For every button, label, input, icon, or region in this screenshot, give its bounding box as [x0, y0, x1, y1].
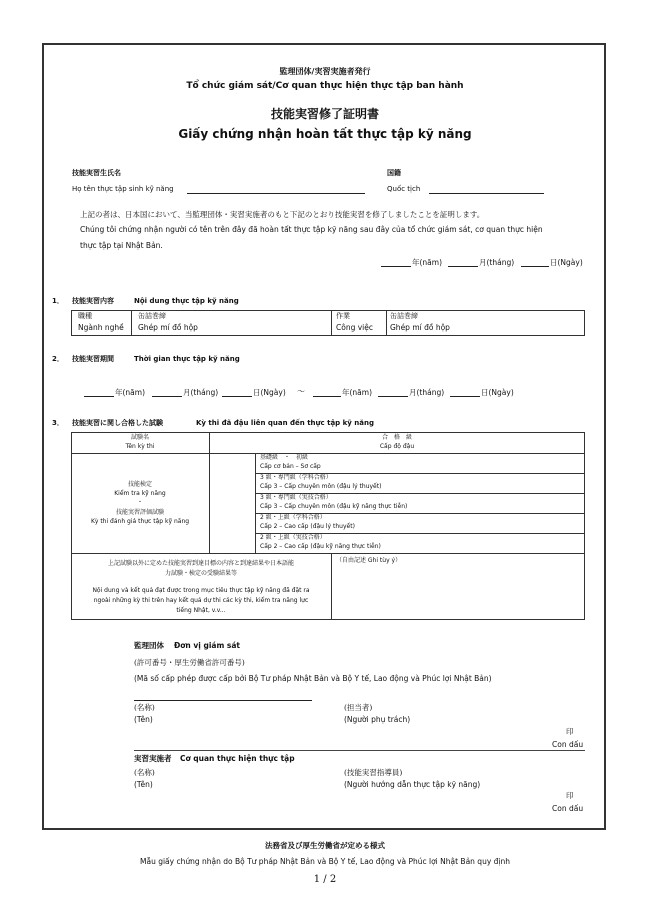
trainee-name-field [187, 193, 365, 194]
footer-vi: Mẫu giấy chứng nhận do Bộ Tư pháp Nhật Bản và Bộ Y tế, Lao động và Phúc lợi Nhật Bản quy định [140, 857, 510, 866]
supervisor-person-label-jp: (担当者) [344, 703, 373, 712]
level-2-vi: Cấp 3 – Cấp chuyên môn (đậu lý thuyết) [260, 483, 382, 490]
section2-title-jp: 技能実習期間 [72, 355, 114, 363]
end-day-label: 日(Ngày) [481, 388, 514, 397]
level-2-jp: 3 級・専門級（学科合格） [260, 474, 332, 481]
start-year-field [84, 396, 114, 397]
exam2-name-jp: 技能実習評価試験 [115, 509, 164, 516]
supervisor-title-jp: 監理団体 [134, 641, 164, 650]
implementer-guide-label-vi: (Người hướng dẫn thực tập kỹ năng) [344, 780, 481, 789]
exam1-name-vi: Kiểm tra kỹ năng [114, 490, 166, 497]
level-4-jp: 2 級・上級（学科合格） [260, 514, 326, 521]
period-tilde: ～ [297, 387, 305, 396]
supervisor-seal-jp: 印 [566, 727, 574, 736]
work-label-jp: 作業 [336, 312, 350, 320]
start-month-label: 月(tháng) [183, 388, 219, 397]
section1-title-vi: Nội dung thực tập kỹ năng [134, 297, 239, 305]
end-year-field [313, 396, 341, 397]
supervisor-license-jp: (許可番号・厚生労働省許可番号) [134, 658, 245, 667]
job-label-vi: Ngành nghề [78, 323, 124, 332]
exam-col2-header-jp: 合 格 級 [381, 434, 412, 441]
nationality-label-vi: Quốc tịch [387, 185, 421, 193]
statement-vi-line1: Chúng tôi chứng nhận người có tên trên đây đã hoàn tất thực tập kỹ năng sau đây của tổ chức giám sát, cơ quan thực hiện [80, 225, 543, 234]
end-day-field [450, 396, 480, 397]
level-3-vi: Cấp 3 – Cấp chuyên môn (đậu kỹ năng thực tiễn) [260, 503, 408, 510]
other-results-jp-line1: 上記試験以外に定めた技能実習到達目標の内容と到達結果や日本語能 [107, 560, 294, 567]
level-5-jp: 2 級・上級（実技合格） [260, 534, 326, 541]
other-results-vi-line1: Nội dung và kết quả đạt được trong mục tiêu thực tập kỹ năng đã đặt ra [92, 587, 310, 594]
implementer-seal-vi: Con dấu [552, 804, 584, 813]
start-month-field [152, 396, 182, 397]
job-label-jp: 職種 [78, 312, 92, 320]
nationality-field [429, 193, 544, 194]
issuer-vi: Tổ chức giám sát/Cơ quan thực hiện thực tập ban hành [186, 81, 464, 91]
supervisor-title-vi: Đơn vị giám sát [174, 641, 240, 650]
supervisor-name-label-vi: (Tên) [134, 715, 153, 724]
supervisor-seal-vi: Con dấu [552, 740, 584, 749]
start-day-label: 日(Ngày) [253, 388, 286, 397]
work-label-vi: Công việc [336, 323, 373, 332]
section2-number: 2． [52, 355, 64, 363]
supervisor-person-label-vi: (Người phụ trách) [344, 715, 411, 724]
exam1-name-jp: 技能検定 [127, 481, 152, 488]
trainee-name-label-vi: Họ tên thực tập sinh kỹ năng [72, 185, 174, 193]
free-description-label: （自由記述 Ghi tùy ý） [336, 557, 402, 564]
exam-separator: ・ [136, 499, 143, 506]
implementer-name-label-jp: (名称) [134, 768, 155, 777]
document-title-jp: 技能実習修了証明書 [270, 107, 379, 121]
issue-day-field [521, 266, 549, 267]
issue-year-field [381, 266, 411, 267]
job-value-vi: Ghép mí đồ hộp [138, 323, 198, 332]
implementer-title-vi: Cơ quan thực hiện thực tập [180, 754, 295, 763]
trainee-name-label-jp: 技能実習生氏名 [72, 169, 121, 177]
end-year-label: 年(năm) [342, 388, 373, 397]
issue-day-label: 日(Ngày) [550, 258, 583, 267]
end-month-field [378, 396, 408, 397]
implementer-title-jp: 実習実施者 [134, 754, 172, 763]
issue-year-label: 年(năm) [412, 258, 443, 267]
implementer-seal-jp: 印 [566, 791, 574, 800]
supervisor-license-field [134, 700, 312, 701]
start-day-field [222, 396, 252, 397]
exam-col1-header-jp: 試験名 [130, 434, 149, 441]
other-results-jp-line2: 力試験・検定の受験結果等 [164, 570, 237, 577]
section3-title-jp: 技能実習に関し合格した試験 [72, 419, 163, 427]
exam-col2-header-vi: Cấp độ đậu [379, 443, 415, 450]
exam2-name-vi: Kỳ thi đánh giá thực tập kỹ năng [90, 518, 190, 525]
issue-month-field [448, 266, 478, 267]
document-title-vi: Giấy chứng nhận hoàn tất thực tập kỹ năng [178, 127, 472, 141]
statement-jp: 上記の者は、日本国において、当監理団体・実習実施者のもと下記のとおり技能実習を修了しましたことを証明します。 [80, 210, 485, 219]
end-month-label: 月(tháng) [409, 388, 445, 397]
work-value-jp: 缶詰巻締 [390, 312, 418, 320]
level-4-vi: Cấp 2 – Cao cấp (đậu lý thuyết) [260, 523, 355, 530]
other-results-vi-line2: ngoài những kỳ thi trên hay kết quả dự thi các kỳ thi, kiểm tra năng lực [93, 597, 309, 604]
section2-title-vi: Thời gian thực tập kỹ năng [134, 355, 240, 363]
section1-title-jp: 技能実習内容 [72, 297, 114, 305]
implementer-guide-label-jp: (技能実習指導員) [344, 768, 403, 777]
issue-month-label: 月(tháng) [479, 258, 515, 267]
level-5-vi: Cấp 2 – Cao cấp (đậu kỹ năng thực tiễn) [260, 543, 381, 550]
supervisor-license-vi: (Mã số cấp phép được cấp bởi Bộ Tư pháp Nhật Bản và Bộ Y tế, Lao động và Phúc lợi Nhật Bản) [134, 674, 492, 683]
exam-col1-header-vi: Tên kỳ thi [125, 443, 155, 450]
level-3-jp: 3 級・専門級（実技合格） [260, 494, 332, 501]
other-results-vi-line3: tiếng Nhật, v.v... [176, 607, 226, 614]
footer-jp: 法務省及び厚生労働省が定める様式 [265, 841, 385, 850]
level-1-jp: 基礎級 ・ 初級 [260, 454, 309, 461]
page-number: 1 / 2 [313, 874, 337, 885]
level-1-vi: Cấp cơ bản – Sơ cấp [260, 463, 321, 470]
section1-number: 1． [52, 297, 64, 305]
implementer-name-label-vi: (Tên) [134, 780, 153, 789]
nationality-label-jp: 国籍 [387, 169, 401, 177]
section3-title-vi: Kỳ thi đã đậu liên quan đến thực tập kỹ năng [196, 419, 374, 427]
section3-number: 3． [52, 419, 64, 427]
job-value-jp: 缶詰巻締 [138, 312, 166, 320]
work-value-vi: Ghép mí đồ hộp [390, 323, 450, 332]
statement-vi-line2: thực tập tại Nhật Bản. [80, 241, 163, 250]
start-year-label: 年(năm) [115, 388, 146, 397]
issuer-jp: 監理団体/実習実施者発行 [279, 67, 371, 76]
supervisor-name-label-jp: (名称) [134, 703, 155, 712]
